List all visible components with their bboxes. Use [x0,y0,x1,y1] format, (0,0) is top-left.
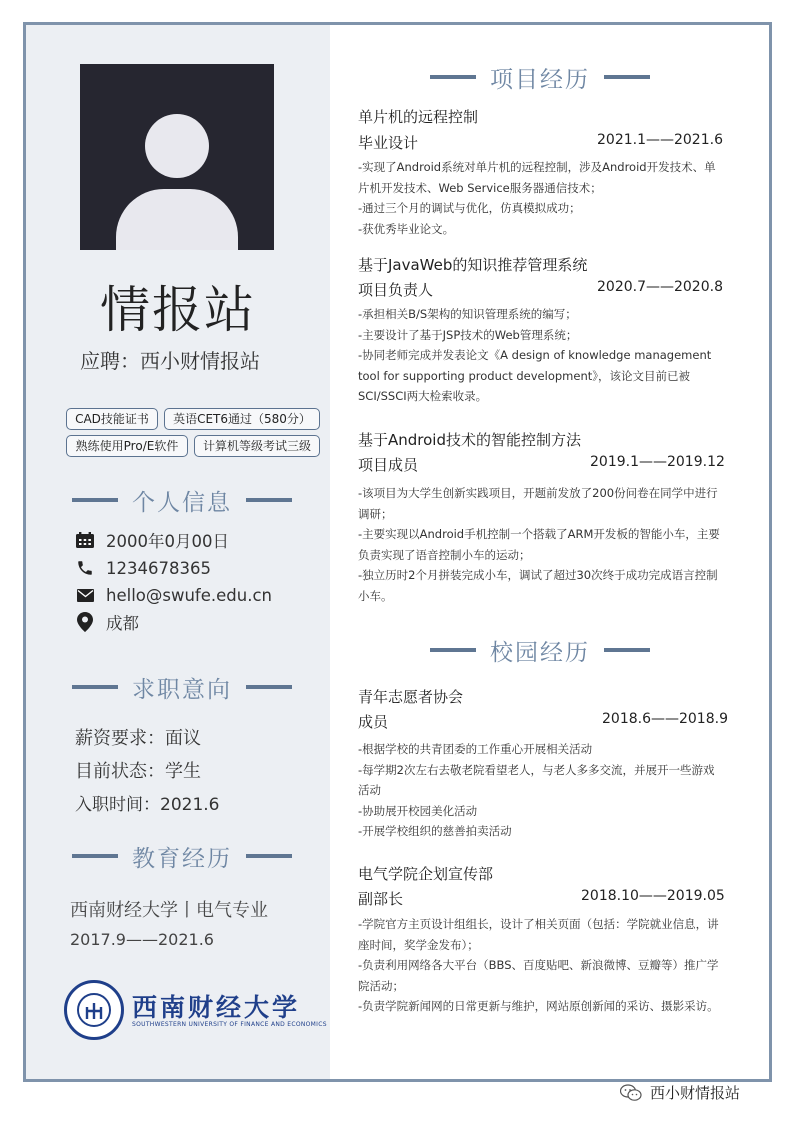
description-line: -负责学院新闻网的日常更新与维护，网站原创新闻的采访、摄影采访。 [358,999,719,1013]
section-title-personal [70,485,294,515]
divider [72,854,118,858]
description-line: -每学期2次左右去敬老院看望老人，与老人多多交流，并展开一些游戏活动 [358,762,715,797]
location-pin-icon [75,612,95,632]
candidate-name: 情报站 [100,281,256,339]
skill-tag: 熟练使用Pro/E软件 [66,435,188,457]
project-role: 毕业设计 [358,134,419,152]
phone-icon [75,558,95,578]
description-line: -独立历时2个月拼装完成小车，调试了超过30次终于成功完成语言控制小车。 [358,568,718,603]
section-title-text: 个人信息 [132,489,232,516]
description-line: -根据学校的共青团委的工作重心开展相关活动 [358,742,593,756]
description-line: -开展学校组织的慈善拍卖活动 [358,824,512,838]
email-text: hello@swufe.edu.cn [106,585,272,605]
description-line: -承担相关B/S架构的知识管理系统的编写； [358,307,577,321]
project-title: 单片机的远程控制 [358,108,479,126]
divider [72,498,118,502]
description-line: -主要设计了基于JSP技术的Web管理系统； [358,327,578,342]
project-role: 项目负责人 [358,281,434,299]
description-line: -通过三个月的调试与优化，仿真模拟成功； [358,201,581,215]
campus-role: 成员 [358,713,389,731]
section-title-campus [430,635,650,665]
divider [604,75,650,79]
divider [72,685,118,689]
wechat-icon [620,1084,642,1102]
description-line: -学院官方主页设计组组长，设计了相关页面（包括：学院就业信息，讲座时间，奖学金发布）； [358,917,719,952]
university-name-cn: 西南财经大学 [132,993,301,1022]
divider [430,75,476,79]
seal-mark-icon [84,1001,104,1021]
section-title-text: 教育经历 [132,845,232,872]
avatar [80,64,274,250]
section-title-text: 校园经历 [490,639,590,666]
apply-position: 应聘：西小财情报站 [80,349,260,373]
calendar-icon [75,530,95,550]
divider [246,498,292,502]
project-date: 2021.1——2021.6 [597,132,723,148]
description-line: -该项目为大学生创新实践项目，开题前发放了200份问卷在同学中进行调研； [358,486,718,521]
university-name-en: SOUTHWESTERN UNIVERSITY OF FINANCE AND ECONOMICS [132,1021,327,1028]
project-description [358,483,724,606]
description-line: -获优秀毕业论文。 [358,221,455,236]
city-text: 成都 [106,614,139,633]
university-seal-icon [64,980,124,1040]
section-title-intent [70,672,294,702]
birthday-text: 2000年0月00日 [106,532,229,551]
school-major: 西南财经大学丨电气专业 [70,900,268,921]
campus-date: 2018.6——2018.9 [602,711,728,727]
project-description [358,304,724,407]
project-role: 项目成员 [358,456,419,474]
description-line: -协同老师完成并发表论文《A design of knowledge management tool for supporting product development》，该论文目前已被SCI/SSCI两大检索收录。 [358,348,712,403]
avatar-head-icon [145,114,209,178]
skill-tag: 英语CET6通过（580分） [164,408,320,430]
project-date: 2019.1——2019.12 [590,454,725,470]
mail-icon [75,585,95,605]
section-title-text: 项目经历 [490,66,590,93]
description-line: -协助展开校园美化活动 [358,803,478,818]
info-email [75,584,272,606]
info-birthday [75,529,229,551]
project-title: 基于Android技术的智能控制方法 [358,431,581,449]
divider [430,648,476,652]
description-line: -主要实现以Android手机控制一个搭载了ARM开发板的智能小车，主要负责实现了语音控制小车的运动； [358,527,720,562]
campus-description [358,914,724,1017]
status-text: 目前状态：学生 [75,761,201,782]
footer-watermark [620,1082,740,1103]
skill-tag: CAD技能证书 [66,408,158,430]
description-line: -实现了Android系统对单片机的远程控制，涉及Android开发技术、单片机开发技术、Web Service服务器通信技术； [358,160,716,195]
campus-title: 青年志愿者协会 [358,688,464,706]
divider [246,685,292,689]
section-title-projects [430,62,650,92]
divider [604,648,650,652]
start-date-text: 入职时间：2021.6 [75,795,220,815]
university-logo [64,980,327,1042]
skill-tag: 计算机等级考试三级 [194,435,320,457]
campus-description [358,739,724,842]
info-phone [75,557,211,579]
info-city [75,611,139,633]
section-title-education [70,841,294,871]
campus-date: 2018.10——2019.05 [581,888,725,904]
footer-text: 西小财情报站 [650,1084,741,1102]
phone-text: 1234678365 [106,558,211,578]
section-title-text: 求职意向 [132,676,232,703]
avatar-body-icon [116,189,238,250]
project-date: 2020.7——2020.8 [597,279,723,295]
campus-title: 电气学院企划宣传部 [358,865,494,883]
project-description [358,157,724,239]
description-line: -负责利用网络各大平台（BBS、百度贴吧、新浪微博、豆瓣等）推广学院活动； [358,958,719,993]
campus-role: 副部长 [358,890,404,908]
education-period: 2017.9——2021.6 [70,930,214,949]
divider [246,854,292,858]
salary-text: 薪资要求：面议 [75,728,201,749]
project-title: 基于JavaWeb的知识推荐管理系统 [358,256,588,274]
